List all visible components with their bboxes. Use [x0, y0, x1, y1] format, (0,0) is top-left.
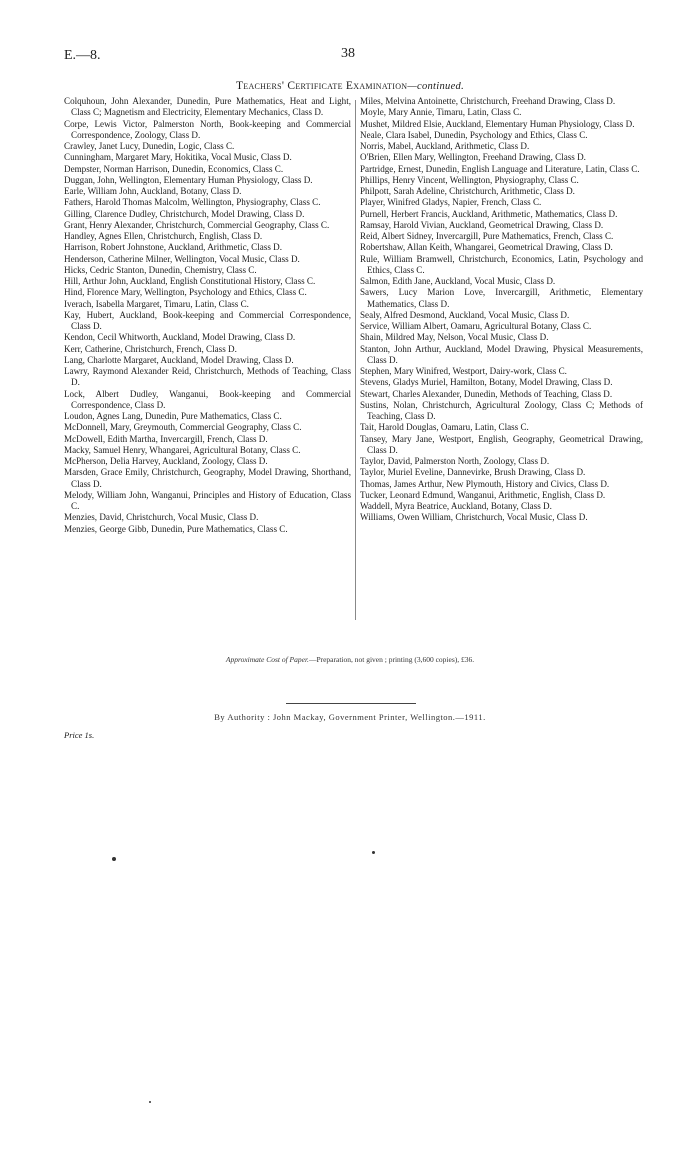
scan-speck — [112, 857, 116, 861]
candidate-entry: Service, William Albert, Oamaru, Agricultural Botany, Class C. — [360, 321, 592, 331]
candidate-entry: Waddell, Myra Beatrice, Auckland, Botany, Class D. — [360, 501, 552, 511]
candidate-entry: Harrison, Robert Johnstone, Auckland, Arithmetic, Class D. — [64, 242, 282, 253]
candidate-entry: Iverach, Isabella Margaret, Timaru, Latin, Class C. — [64, 298, 249, 309]
candidate-entry: Sustins, Nolan, Christchurch, Agricultural Zoology, Class C; Methods of Teaching, Class D. — [360, 399, 643, 421]
candidate-entry: Robertshaw, Allan Keith, Whangarei, Geometrical Drawing, Class D. — [360, 242, 613, 253]
candidate-entry: Gilling, Clarence Dudley, Christchurch, Model Drawing, Class D. — [64, 208, 305, 219]
left-column — [64, 96, 351, 535]
candidate-entry: Rule, William Bramwell, Christchurch, Economics, Latin, Psychology and Ethics, Class C. — [360, 253, 643, 275]
candidate-entry: Hill, Arthur John, Auckland, English Constitutional History, Class C. — [64, 276, 316, 286]
candidate-entry: Moyle, Mary Annie, Timaru, Latin, Class C. — [360, 107, 522, 118]
candidate-entry: Sawers, Lucy Marion Love, Invercargill, Arithmetic, Elementary Mathematics, Class D. — [360, 287, 643, 309]
candidate-entry: Lock, Albert Dudley, Wanganui, Book-keeping and Commercial Correspondence, Class D. — [64, 388, 351, 410]
candidate-entry: Henderson, Catherine Milner, Wellington, Vocal Music, Class D. — [64, 253, 300, 264]
candidate-entry: Thomas, James Arthur, New Plymouth, History and Civics, Class D. — [360, 478, 610, 489]
candidate-entry: Kay, Hubert, Auckland, Book-keeping and Commercial Correspondence, Class D. — [64, 309, 351, 331]
right-column — [360, 96, 643, 524]
candidate-entry: Purnell, Herbert Francis, Auckland, Arithmetic, Mathematics, Class D. — [360, 208, 618, 219]
candidate-entry: Sealy, Alfred Desmond, Auckland, Vocal Music, Class D. — [360, 309, 570, 320]
candidate-entry: Fathers, Harold Thomas Malcolm, Wellington, Physiography, Class C. — [64, 197, 321, 208]
candidate-entry: Salmon, Edith Jane, Auckland, Vocal Music, Class D. — [360, 276, 556, 286]
candidate-entry: Ramsay, Harold Vivian, Auckland, Geometrical Drawing, Class D. — [360, 219, 604, 230]
candidate-entry: Dempster, Norman Harrison, Dunedin, Economics, Class C. — [64, 163, 284, 174]
candidate-entry: Player, Winifred Gladys, Napier, French, Class C. — [360, 197, 542, 208]
candidate-entry: Lawry, Raymond Alexander Reid, Christchurch, Methods of Teaching, Class D. — [64, 366, 351, 388]
candidate-entry: Shain, Mildred May, Nelson, Vocal Music, Class D. — [360, 332, 549, 343]
page-number: 38 — [341, 46, 355, 61]
column-divider — [355, 100, 356, 620]
candidate-entry: Earle, William John, Auckland, Botany, Class D. — [64, 186, 242, 196]
candidate-entry: McPherson, Delia Harvey, Auckland, Zoology, Class D. — [64, 456, 268, 466]
candidate-entry: Taylor, Muriel Eveline, Dannevirke, Brush Drawing, Class D. — [360, 467, 586, 478]
candidate-entry: McDowell, Edith Martha, Invercargill, French, Class D. — [64, 433, 268, 444]
page-reference: E.—8. — [64, 48, 101, 63]
candidate-entry: Menzies, David, Christchurch, Vocal Music, Class D. — [64, 512, 259, 523]
cost-note-label: Approximate Cost of Paper. — [225, 655, 309, 664]
section-title — [0, 80, 700, 92]
candidate-entry: Miles, Melvina Antoinette, Christchurch, Freehand Drawing, Class D. — [360, 96, 616, 106]
candidate-entry: Philpott, Sarah Adeline, Christchurch, Arithmetic, Class D. — [360, 186, 575, 196]
price-note: Price 1s. — [64, 730, 95, 740]
candidate-entry: Taylor, David, Palmerston North, Zoology, Class D. — [360, 456, 550, 466]
candidate-entry: Crawley, Janet Lucy, Dunedin, Logic, Class C. — [64, 141, 235, 151]
candidate-entry: Stanton, John Arthur, Auckland, Model Drawing, Physical Measurements, Class D. — [360, 343, 643, 365]
candidate-entry: Stewart, Charles Alexander, Dunedin, Methods of Teaching, Class D. — [360, 388, 613, 399]
candidate-entry: Colquhoun, John Alexander, Dunedin, Pure Mathematics, Heat and Light, Class C; Magnetism and Electricity, Elementary Mechanics, Class D. — [64, 96, 351, 118]
cost-note-text: —Preparation, not given ; printing (3,600 copies), £36. — [308, 655, 475, 664]
candidate-entry: Hicks, Cedric Stanton, Dunedin, Chemistry, Class C. — [64, 264, 257, 275]
candidate-entry: Partridge, Ernest, Dunedin, English Language and Literature, Latin, Class C. — [360, 163, 640, 174]
section-title-caps: Teachers' Certificate Examination — [235, 80, 408, 92]
candidate-entry: O'Brien, Ellen Mary, Wellington, Freehand Drawing, Class D. — [360, 152, 586, 163]
candidate-entry: Hind, Florence Mary, Wellington, Psychology and Ethics, Class C. — [64, 287, 307, 298]
candidate-entry: Stevens, Gladys Muriel, Hamilton, Botany, Model Drawing, Class D. — [360, 377, 613, 388]
candidate-entry: Reid, Albert Sidney, Invercargill, Pure Mathematics, French, Class C. — [360, 231, 614, 241]
candidate-entry: Corpe, Lewis Victor, Palmerston North, Book-keeping and Commercial Correspondence, Zoology, Class D. — [64, 118, 351, 140]
candidate-entry: Tait, Harold Douglas, Oamaru, Latin, Class C. — [360, 422, 529, 433]
candidate-entry: Grant, Henry Alexander, Christchurch, Commercial Geography, Class C. — [64, 219, 330, 230]
candidate-entry: Stephen, Mary Winifred, Westport, Dairy-work, Class C. — [360, 366, 567, 376]
scan-speck — [372, 851, 375, 854]
printer-imprint: By Authority : John Mackay, Government Printer, Wellington.—1911. — [214, 712, 486, 722]
candidate-entry: Mushet, Mildred Elsie, Auckland, Elementary Human Physiology, Class D. — [360, 118, 635, 129]
candidate-entry: Melody, William John, Wanganui, Principles and History of Education, Class C. — [64, 489, 351, 511]
scan-speck — [149, 1101, 151, 1103]
candidate-entry: Handley, Agnes Ellen, Christchurch, English, Class D. — [64, 231, 263, 241]
candidate-entry: Loudon, Agnes Lang, Dunedin, Pure Mathematics, Class C. — [64, 411, 282, 421]
candidate-entry: Cunningham, Margaret Mary, Hokitika, Vocal Music, Class D. — [64, 152, 292, 163]
footer-rule — [286, 703, 416, 704]
cost-note — [0, 655, 700, 664]
candidate-entry: Tucker, Leonard Edmund, Wanganui, Arithmetic, English, Class D. — [360, 489, 606, 500]
candidate-entry: Neale, Clara Isabel, Dunedin, Psychology and Ethics, Class C. — [360, 129, 588, 140]
candidate-entry: Macky, Samuel Henry, Whangarei, Agricultural Botany, Class C. — [64, 444, 301, 455]
candidate-entry: Menzies, George Gibb, Dunedin, Pure Mathematics, Class C. — [64, 523, 288, 534]
candidate-entry: Lang, Charlotte Margaret, Auckland, Model Drawing, Class D. — [64, 354, 294, 365]
candidate-entry: Kerr, Catherine, Christchurch, French, Class D. — [64, 343, 237, 354]
section-title-suffix: —continued. — [407, 81, 465, 92]
candidate-entry: Phillips, Henry Vincent, Wellington, Physiography, Class C. — [360, 174, 579, 185]
candidate-entry: Norris, Mabel, Auckland, Arithmetic, Class D. — [360, 141, 530, 151]
candidate-entry: Kendon, Cecil Whitworth, Auckland, Model Drawing, Class D. — [64, 332, 296, 343]
candidate-entry: McDonnell, Mary, Greymouth, Commercial Geography, Class C. — [64, 422, 302, 433]
candidate-entry: Williams, Owen William, Christchurch, Vocal Music, Class D. — [360, 512, 588, 523]
candidate-entry: Tansey, Mary Jane, Westport, English, Geography, Geometrical Drawing, Class D. — [360, 433, 643, 455]
candidate-entry: Duggan, John, Wellington, Elementary Human Physiology, Class D. — [64, 174, 313, 185]
candidate-entry: Marsden, Grace Emily, Christchurch, Geography, Model Drawing, Shorthand, Class D. — [64, 467, 351, 489]
